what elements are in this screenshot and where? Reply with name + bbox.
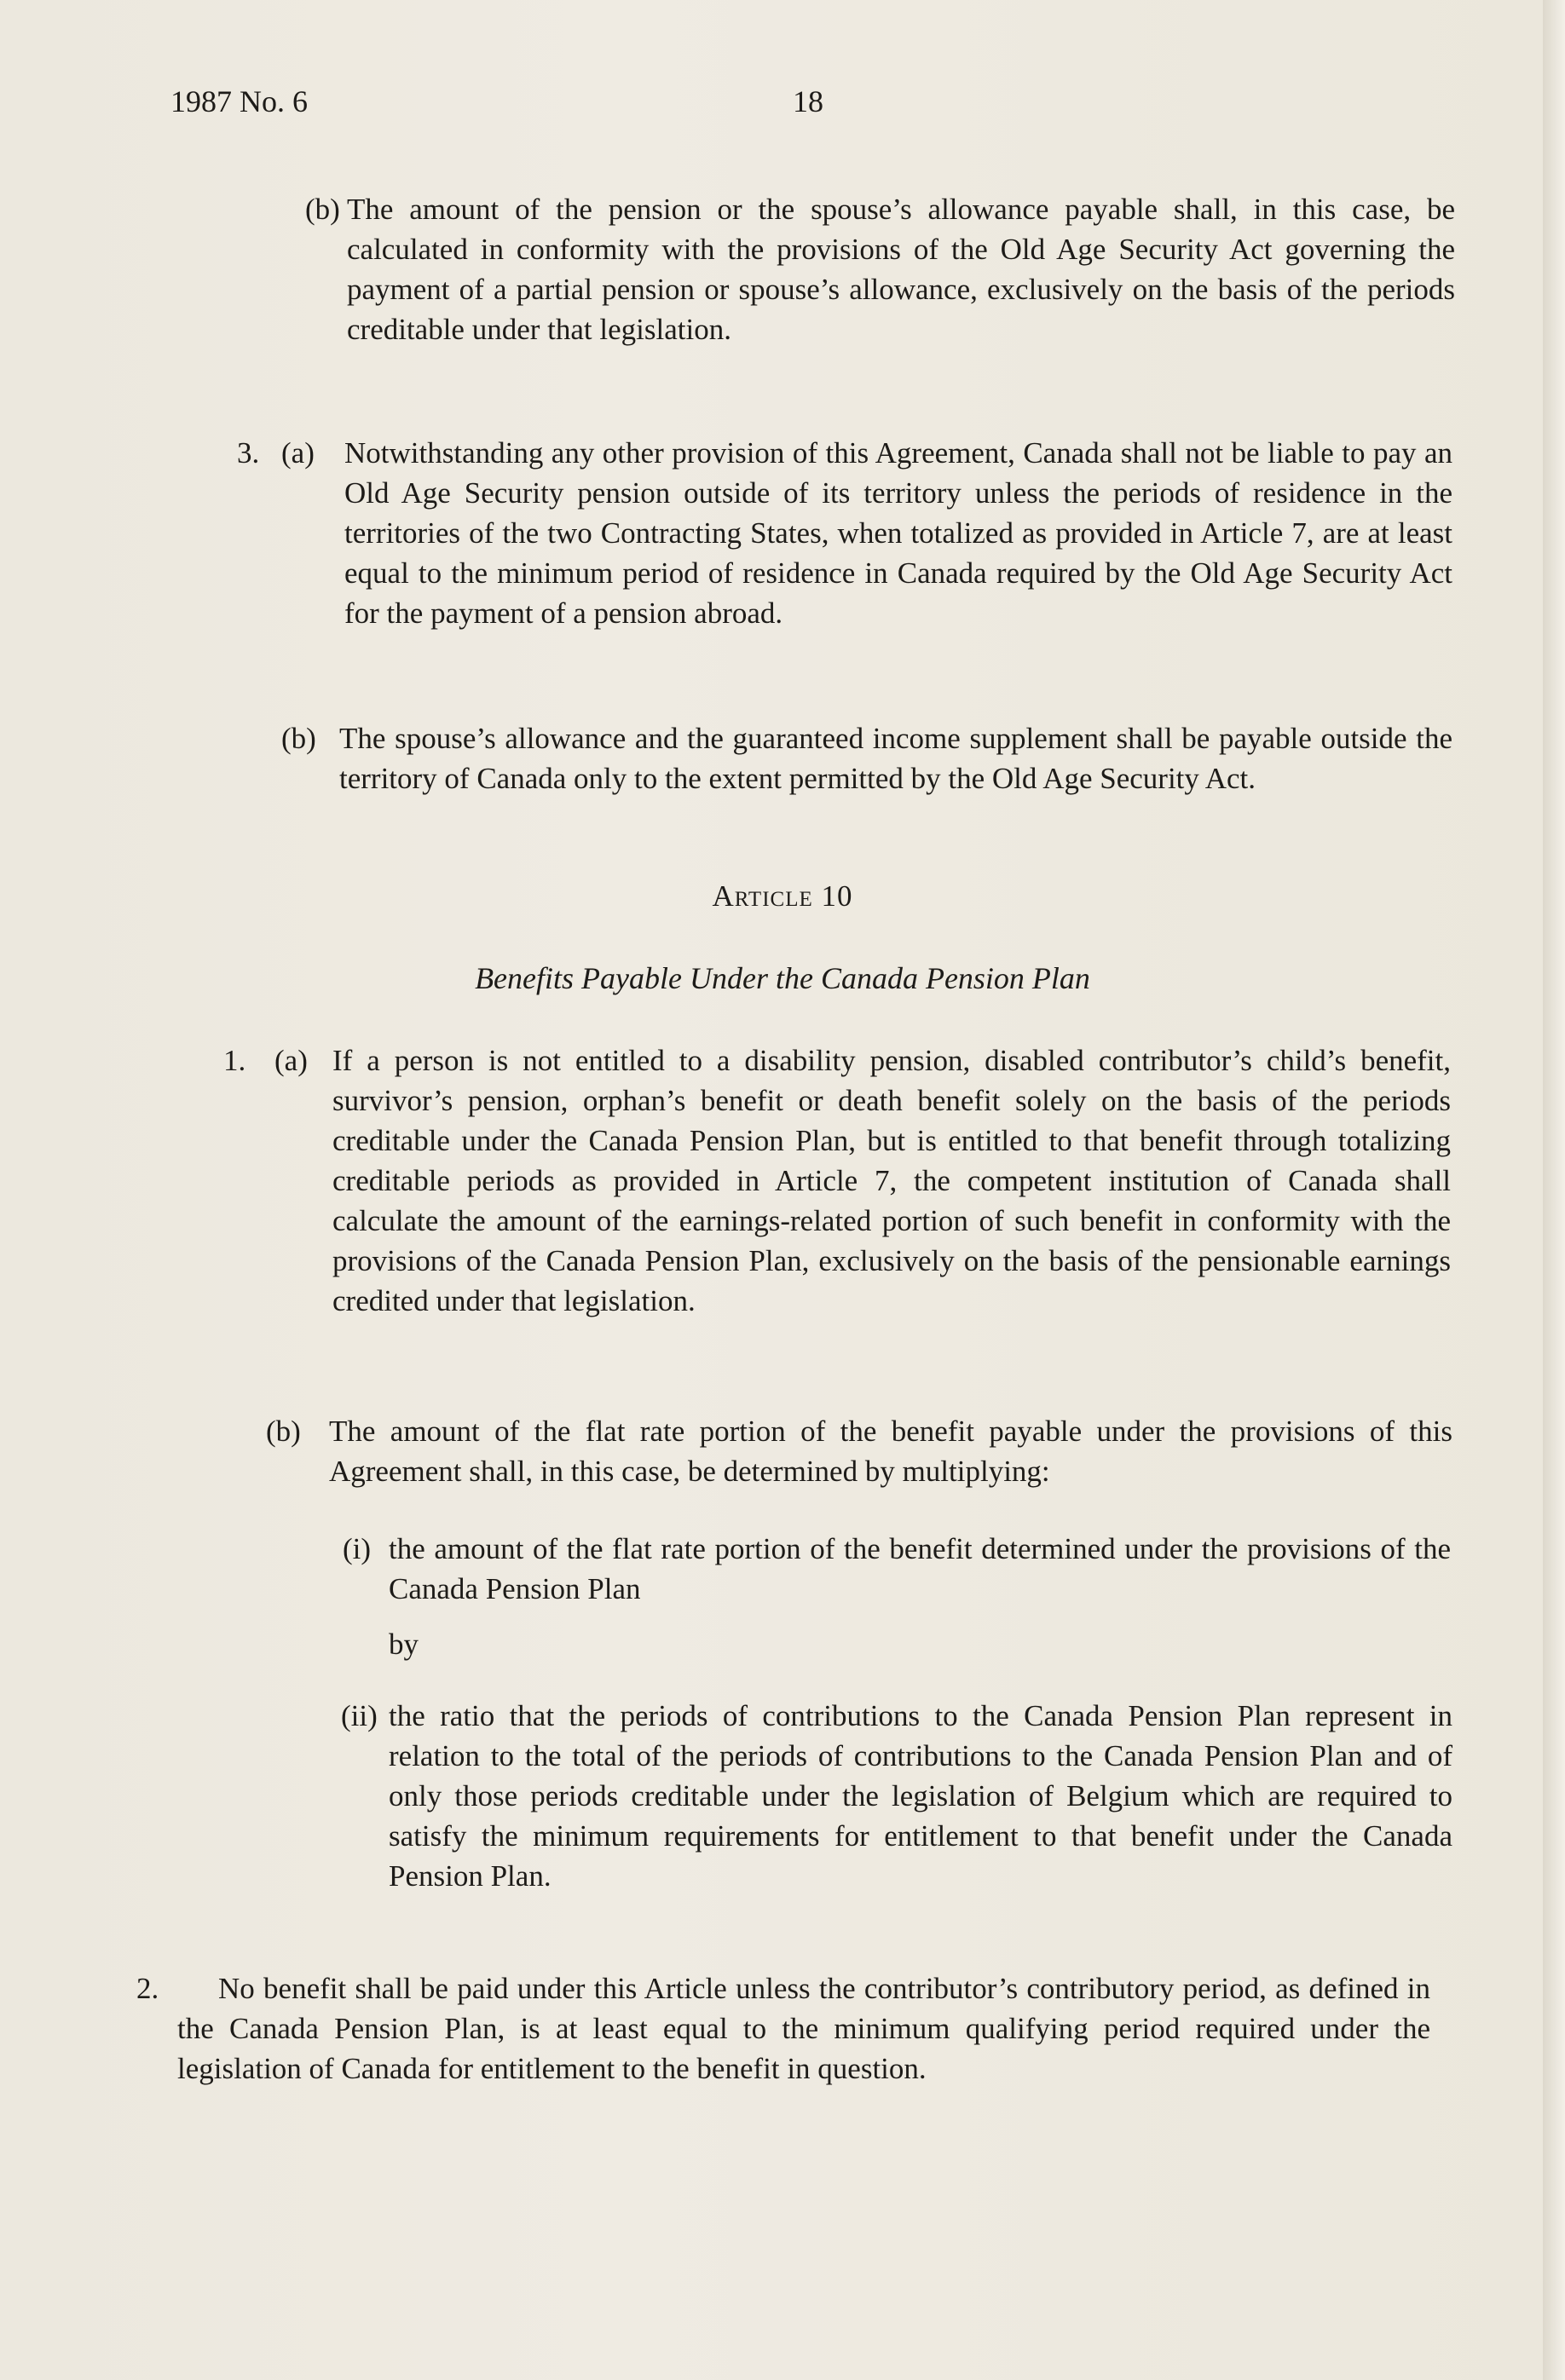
paragraph-text: the amount of the flat rate portion of the benefit determined under the provisions of the Canada Pension Plan (389, 1532, 1451, 1605)
year-number: 1987 No. 6 (170, 84, 308, 118)
by-word: by (389, 1628, 419, 1661)
page-number: 18 (793, 84, 823, 118)
article-title: Benefits Payable Under the Canada Pension Plan (475, 961, 1090, 995)
paragraph-text: If a person is not entitled to a disability pension, disabled contributor’s child’s benefit, survivor’s pension, orphan’s benefit or death benefit solely on the basis of the periods creditable under the Canada Pension Plan, but is entitled to that benefit through totalizing creditable periods as provided in Article 7, the competent institution of Canada shall calculate the amount of the earnings-related portion of such benefit in conformity with the provisions of the Canada Pension Plan, exclusively on the basis of the pensionable earnings credited under that legislation. (332, 1044, 1451, 1317)
page-header (170, 84, 1449, 135)
paragraph-text: The amount of the pension or the spouse’s allowance payable shall, in this case, be calculated in conformity with the provisions of the Old Age Security Act governing the payment of a partial pension or spouse’s allowance, exclusively on the basis of the periods creditable under that legislation. (347, 193, 1455, 346)
paragraph-text: Notwithstanding any other provision of this Agreement, Canada shall not be liable to pay an Old Age Security pension outside of its territory unless the periods of residence in the territories of the two Contracting States, when totalized as provided in Article 7, are at least equal to the minimum period of residence in Canada required by the Old Age Security Act for the payment of a pension abroad. (344, 436, 1452, 630)
item-marker: (b) (281, 722, 316, 755)
paragraph-text (136, 1968, 1430, 2089)
item-marker: (b) (266, 1415, 301, 1448)
item-marker: (i) (343, 1532, 372, 1565)
paragraph-text: the ratio that the periods of contributions to the Canada Pension Plan represent in relation to the total of the periods of contributions to the Canada Pension Plan and of only those periods creditable under the legislation of Belgium which are required to satisfy the minimum requirements for entitlement to that benefit under the Canada Pension Plan. (389, 1699, 1452, 1893)
paragraph-body: No benefit shall be paid under this Article unless the contributor’s contributory period, as defined in the Canada Pension Plan, is at least equal to the minimum qualifying period required under the legislation of Canada for entitlement to the benefit in question. (177, 1972, 1430, 2085)
paragraph-number: 1. (223, 1044, 246, 1077)
paragraph-text: The spouse’s allowance and the guaranteed income supplement shall be payable outside the territory of Canada only to the extent permitted by the Old Age Security Act. (339, 722, 1452, 795)
item-marker: (ii) (341, 1699, 378, 1732)
paragraph-text: The amount of the flat rate portion of the benefit payable under the provisions of this Agreement shall, in this case, be determined by multiplying: (329, 1415, 1452, 1488)
article-heading: Article 10 (712, 879, 853, 913)
paragraph-number: 3. (237, 436, 260, 470)
paragraph-number: 2. (136, 1972, 159, 2005)
item-marker: (a) (281, 436, 315, 470)
item-marker: (a) (274, 1044, 308, 1077)
page-edge (1543, 0, 1565, 2380)
item-marker: (b) (305, 193, 340, 226)
